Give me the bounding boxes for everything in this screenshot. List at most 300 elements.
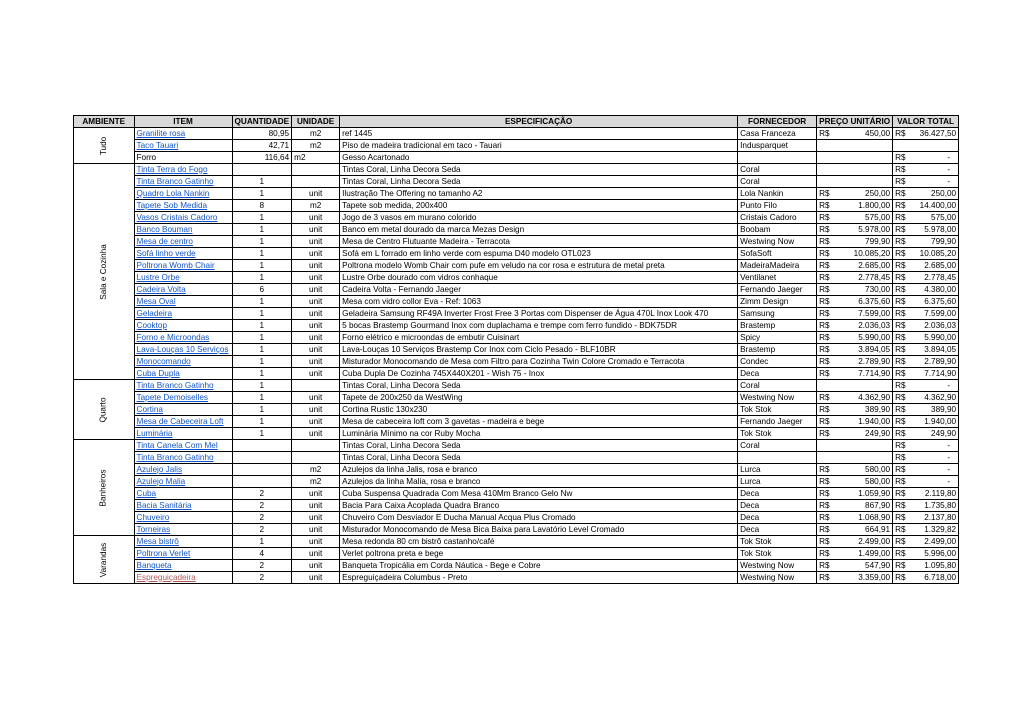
quantity-cell [232,440,292,452]
unit-price-value: 580,00 [865,476,891,486]
currency-symbol: R$ [895,224,906,234]
item-link[interactable]: Mesa bistrô [136,536,179,546]
unit-cell: unit [292,188,340,200]
specification-cell: Tintas Coral, Linha Decora Seda [340,176,738,188]
specification-cell: Tintas Coral, Linha Decora Seda [340,380,738,392]
currency-symbol: R$ [895,476,906,486]
total-value: 2.119,80 [924,488,957,498]
unit-price-value: 1.068,90 [858,512,891,522]
total-value: 36.427,50 [919,128,957,138]
total-value: 6.375,60 [924,296,957,306]
total-cell [893,140,959,152]
item-cell[interactable] [134,500,232,512]
unit-price-cell [817,512,893,524]
quantity-cell: 80,95 [232,128,292,140]
total-value: 2.778,45 [924,272,957,282]
specification-cell: ref 1445 [340,128,738,140]
item-link[interactable]: Tinta Branco Gatinho [136,176,214,186]
item-link[interactable]: Tinta Branco Gatinho [136,380,214,390]
specification-cell: Piso de madeira tradicional em taco - Tauari [340,140,738,152]
unit-cell [292,164,340,176]
item-link[interactable]: Geladeira [136,308,173,318]
total-cell [893,440,959,452]
supplier-cell: Fernando Jaeger [738,284,817,296]
unit-price-value: 5.978,00 [858,224,891,234]
total-value: 249,90 [931,428,957,438]
quantity-cell: 1 [232,296,292,308]
specification-cell: Banco em metal dourado da marca Mezas Design [340,224,738,236]
supplier-cell: Deca [738,500,817,512]
item-cell[interactable] [134,128,232,140]
item-cell[interactable] [134,428,232,440]
unit-price-value: 1.499,00 [858,548,891,558]
ambiente-cell [74,164,135,380]
unit-price-value: 547,90 [865,560,891,570]
item-cell[interactable] [134,212,232,224]
item-link[interactable]: Luminária [136,428,173,438]
table-row [74,344,959,356]
unit-price-cell [817,200,893,212]
unit-price-cell [817,368,893,380]
item-link[interactable]: Tapete Demoiselles [136,392,208,402]
total-cell [893,176,959,188]
unit-price-value: 664,91 [865,524,891,534]
unit-price-cell [817,344,893,356]
item-cell[interactable] [134,188,232,200]
unit-cell: unit [292,572,340,584]
currency-symbol: R$ [895,212,906,222]
item-cell[interactable] [134,224,232,236]
table-row [74,224,959,236]
unit-cell [292,380,340,392]
item-link[interactable]: Vasos Cristais Cadoro [136,212,218,222]
unit-price-value: 3.359,00 [858,572,891,582]
total-cell [893,572,959,584]
item-cell[interactable] [134,356,232,368]
unit-price-cell [817,272,893,284]
item-cell[interactable] [134,452,232,464]
header-quantidade: QUANTIDADE [232,116,292,128]
unit-price-value: 799,90 [865,236,891,246]
unit-cell: unit [292,260,340,272]
quantity-cell: 2 [232,524,292,536]
supplier-cell: Punto Filo [738,200,817,212]
unit-price-value: 7.599,00 [858,308,891,318]
unit-price-cell [817,128,893,140]
total-value: 575,00 [931,212,957,222]
total-value: 2.499,00 [924,536,957,546]
ambiente-cell [74,380,135,440]
currency-symbol: R$ [819,284,830,294]
item-cell[interactable] [134,380,232,392]
item-cell[interactable] [134,416,232,428]
unit-cell: unit [292,560,340,572]
total-cell [893,356,959,368]
quantity-cell: 1 [232,392,292,404]
item-link[interactable]: Quadro Lola Nankin [136,188,210,198]
supplier-cell: Cristais Cadoro [738,212,817,224]
currency-symbol: R$ [819,344,830,354]
supplier-cell: Brastemp [738,320,817,332]
item-link[interactable]: Taco Tauari [136,140,179,150]
item-cell[interactable] [134,572,232,584]
unit-price-cell [817,464,893,476]
header-preco-unitario: PREÇO UNITÁRIO [817,116,893,128]
specification-cell: Mesa com vidro collor Eva - Ref: 1063 [340,296,738,308]
supplier-cell: Lurca [738,476,817,488]
table-row [74,572,959,584]
item-link[interactable]: Azulejo Malia [136,476,186,486]
total-cell [893,272,959,284]
total-cell [893,476,959,488]
item-cell[interactable] [134,392,232,404]
quantity-cell: 116,64 [232,152,292,164]
unit-price-cell [817,416,893,428]
item-cell[interactable] [134,332,232,344]
specification-cell: Forno elétrico e microondas de embutir Cuisinart [340,332,738,344]
item-cell[interactable] [134,248,232,260]
item-link[interactable]: Banco Bouman [136,224,193,234]
item-cell[interactable] [134,344,232,356]
supplier-cell: Lola Nankin [738,188,817,200]
unit-price-cell [817,476,893,488]
supplier-cell: Lurca [738,464,817,476]
specification-cell: Gesso Acartonado [340,152,738,164]
supplier-cell: Tok Stok [738,536,817,548]
currency-symbol: R$ [819,200,830,210]
quantity-cell [232,476,292,488]
supplier-cell: Samsung [738,308,817,320]
quantity-cell: 1 [232,332,292,344]
currency-symbol: R$ [895,320,906,330]
unit-cell [292,440,340,452]
table-row [74,236,959,248]
item-cell[interactable] [134,200,232,212]
unit-cell: unit [292,344,340,356]
unit-cell: unit [292,500,340,512]
unit-price-cell [817,140,893,152]
unit-cell: m2 [292,464,340,476]
total-value: 2.789,90 [924,356,957,366]
item-link[interactable]: Granilite rosa [136,128,186,138]
specification-cell: Azulejos da linha Malia, rosa e branco [340,476,738,488]
item-link[interactable]: Cooktop [136,320,168,330]
specification-cell: Cadeira Volta - Fernando Jaeger [340,284,738,296]
unit-price-value: 250,00 [865,188,891,198]
item-cell[interactable] [134,560,232,572]
item-link[interactable]: Monocomando [136,356,191,366]
currency-symbol: R$ [895,188,906,198]
unit-price-cell [817,224,893,236]
quantity-cell: 1 [232,224,292,236]
table-row [74,416,959,428]
item-cell[interactable] [134,320,232,332]
specification-cell: Ilustração The Offering no tamanho A2 [340,188,738,200]
specification-cell: Luminária Mínimo na cor Ruby Mocha [340,428,738,440]
table-row [74,272,959,284]
table-row [74,488,959,500]
currency-symbol: R$ [895,428,906,438]
unit-cell: unit [292,236,340,248]
specification-cell: Misturador Monocomando de Mesa Bica Baixa para Lavatório Level Cromado [340,524,738,536]
supplier-cell [738,152,817,164]
specification-cell: Geladeira Samsung RF49A Inverter Frost Free 3 Portas com Dispenser de Água 470L Inox Look 470 [340,308,738,320]
currency-symbol: R$ [895,296,906,306]
ambiente-label: Banheiros [98,469,108,506]
unit-price-value: 5.990,00 [858,332,891,342]
currency-symbol: R$ [819,260,830,270]
currency-symbol: R$ [895,548,906,558]
item-link[interactable]: Torneiras [136,524,171,534]
unit-cell: unit [292,272,340,284]
currency-symbol: R$ [895,260,906,270]
quantity-cell: 1 [232,428,292,440]
item-cell[interactable] [134,272,232,284]
item-link[interactable]: Tinta Terra do Fogo [136,164,208,174]
unit-price-cell [817,260,893,272]
currency-symbol: R$ [819,572,830,582]
unit-price-cell [817,500,893,512]
unit-cell: m2 [292,152,340,164]
total-value: 7.714,90 [924,368,957,378]
specification-cell: Misturador Monocomando de Mesa com Filtro para Cozinha Twin Colore Cromado e Terracota [340,356,738,368]
currency-symbol: R$ [895,440,906,450]
table-row [74,368,959,380]
item-cell[interactable] [134,140,232,152]
item-cell[interactable] [134,488,232,500]
item-cell[interactable] [134,176,232,188]
supplier-cell: Indusparquet [738,140,817,152]
currency-symbol: R$ [895,248,906,258]
total-cell [893,512,959,524]
total-cell [893,248,959,260]
total-value: 799,90 [931,236,957,246]
item-link[interactable]: Cortina [136,404,163,414]
currency-symbol: R$ [895,512,906,522]
item-cell[interactable] [134,440,232,452]
unit-price-value: 10.085,20 [853,248,891,258]
unit-cell: m2 [292,140,340,152]
currency-symbol: R$ [895,344,906,354]
unit-price-cell [817,152,893,164]
item-cell[interactable] [134,404,232,416]
specification-cell: Azulejos da linha Jalis, rosa e branco [340,464,738,476]
table-row [74,404,959,416]
specification-cell: Tapete sob medida, 200x400 [340,200,738,212]
currency-symbol: R$ [819,524,830,534]
table-row [74,332,959,344]
total-cell [893,452,959,464]
ambiente-label: Quarto [98,396,108,423]
unit-price-cell [817,548,893,560]
unit-price-cell [817,488,893,500]
quantity-cell: 4 [232,548,292,560]
item-cell[interactable] [134,308,232,320]
item-cell[interactable] [134,284,232,296]
supplier-cell: Westwing Now [738,560,817,572]
total-value: 4.362,90 [924,392,957,402]
item-link[interactable]: Mesa de Cabeceira Loft [136,416,224,426]
supplier-cell: Zimm Design [738,296,817,308]
total-value: 14.400,00 [919,200,957,210]
total-cell [893,524,959,536]
currency-symbol: R$ [819,488,830,498]
total-cell [893,488,959,500]
unit-cell: unit [292,404,340,416]
item-cell[interactable] [134,536,232,548]
ambiente-label: Sala e Cozinha [98,243,108,300]
unit-cell: unit [292,524,340,536]
currency-symbol: R$ [895,488,906,498]
item-link[interactable]: Lava-Louças 10 Serviços [136,344,229,354]
total-cell [893,236,959,248]
quantity-cell: 1 [232,236,292,248]
total-value: 6.718,00 [924,572,957,582]
item-cell[interactable] [134,296,232,308]
table-row [74,308,959,320]
item-link[interactable]: Bacia Sanitária [136,500,192,510]
quantity-cell [232,452,292,464]
supplier-cell: Spicy [738,332,817,344]
total-value: 2.036,03 [924,320,957,330]
unit-cell: unit [292,488,340,500]
currency-symbol: R$ [895,164,906,174]
unit-cell: unit [292,308,340,320]
total-cell [893,212,959,224]
unit-price-cell [817,236,893,248]
item-link[interactable]: Cuba [136,488,157,498]
unit-cell: unit [292,296,340,308]
unit-price-value: 867,90 [865,500,891,510]
total-value: - [947,152,951,162]
item-cell[interactable] [134,260,232,272]
supplier-cell: Coral [738,164,817,176]
item-link[interactable]: Forno e Microondas [136,332,210,342]
supplier-cell: Casa Franceza [738,128,817,140]
table-row [74,152,959,164]
total-value: 3.894,05 [924,344,957,354]
supplier-cell: SofaSoft [738,248,817,260]
quantity-cell: 1 [232,344,292,356]
currency-symbol: R$ [895,128,906,138]
table-row [74,248,959,260]
specification-cell: Cuba Suspensa Quadrada Com Mesa 410Mm Branco Gelo Nw [340,488,738,500]
total-cell [893,416,959,428]
unit-price-cell [817,356,893,368]
total-cell [893,200,959,212]
unit-price-cell [817,176,893,188]
unit-cell: unit [292,428,340,440]
header-valor-total: VALOR TOTAL [893,116,959,128]
item-link[interactable]: Cuba Dupla [136,368,180,378]
item-link[interactable]: Cadeira Volta [136,284,186,294]
table-row [74,476,959,488]
currency-symbol: R$ [819,248,830,258]
item-cell[interactable] [134,512,232,524]
header-item: ITEM [134,116,232,128]
total-value: 2.137,80 [924,512,957,522]
currency-symbol: R$ [819,428,830,438]
quantity-cell: 1 [232,416,292,428]
item-link[interactable]: Lustre Orbe [136,272,180,282]
total-value: - [947,440,951,450]
header-row [74,116,959,128]
quantity-cell [232,164,292,176]
item-link[interactable]: Mesa Oval [136,296,176,306]
specification-cell: Poltrona modelo Womb Chair com pufe em veludo na cor rosa e estrutura de metal preta [340,260,738,272]
item-link[interactable]: Poltrona Verlet [136,548,191,558]
item-link[interactable]: Poltrona Womb Chair [136,260,215,270]
currency-symbol: R$ [819,464,830,474]
unit-price-value: 730,00 [865,284,891,294]
unit-price-value: 1.059,90 [858,488,891,498]
quantity-cell: 6 [232,284,292,296]
item-link[interactable]: Sofá linho verde [136,248,196,258]
currency-symbol: R$ [895,464,906,474]
total-value: - [947,380,951,390]
total-cell [893,296,959,308]
specification-cell: Banqueta Tropicália em Corda Náutica - Bege e Cobre [340,560,738,572]
total-value: - [947,452,951,462]
unit-price-value: 1.800,00 [858,200,891,210]
item-cell[interactable] [134,464,232,476]
currency-symbol: R$ [819,512,830,522]
quantity-cell: 1 [232,380,292,392]
quantity-cell: 2 [232,572,292,584]
item-cell[interactable] [134,236,232,248]
unit-cell: unit [292,320,340,332]
ambiente-cell [74,128,135,164]
unit-price-value: 2.789,90 [858,356,891,366]
specification-cell: 5 bocas Brastemp Gourmand Inox com duplachama e trempe com ferro fundido - BDK75DR [340,320,738,332]
item-link[interactable]: Tinta Branco Gatinho [136,452,214,462]
item-link[interactable]: Tinta Canela Com Mel [136,440,218,450]
item-cell[interactable] [134,368,232,380]
item-link[interactable]: Azulejo Jalis [136,464,183,474]
item-link[interactable]: Tapete Sob Medida [136,200,208,210]
item-cell[interactable] [134,476,232,488]
specification-cell: Bacia Para Caixa Acoplada Quadra Branco [340,500,738,512]
ambiente-label: Varandas [98,542,108,577]
item-link[interactable]: Mesa de centro [136,236,193,246]
item-cell[interactable] [134,164,232,176]
currency-symbol: R$ [819,272,830,282]
item-cell[interactable] [134,548,232,560]
total-cell [893,260,959,272]
total-cell [893,332,959,344]
specification-cell: Mesa de Centro Flutuante Madeira - Terracota [340,236,738,248]
specification-cell: Jogo de 3 vasos em murano colorido [340,212,738,224]
currency-symbol: R$ [819,296,830,306]
item-cell[interactable] [134,524,232,536]
unit-price-cell [817,440,893,452]
total-value: 1.735,80 [924,500,957,510]
total-cell [893,320,959,332]
unit-price-cell [817,248,893,260]
currency-symbol: R$ [895,176,906,186]
item-link[interactable]: Banqueta [136,560,172,570]
quantity-cell: 1 [232,368,292,380]
total-cell [893,188,959,200]
unit-price-value: 2.685,00 [858,260,891,270]
supplier-cell: Deca [738,368,817,380]
item-link[interactable]: Chuveiro [136,512,170,522]
unit-price-cell [817,572,893,584]
unit-price-cell [817,332,893,344]
quantity-cell [232,464,292,476]
unit-price-cell [817,212,893,224]
item-link[interactable]: Espreguiçadeira [136,572,196,582]
